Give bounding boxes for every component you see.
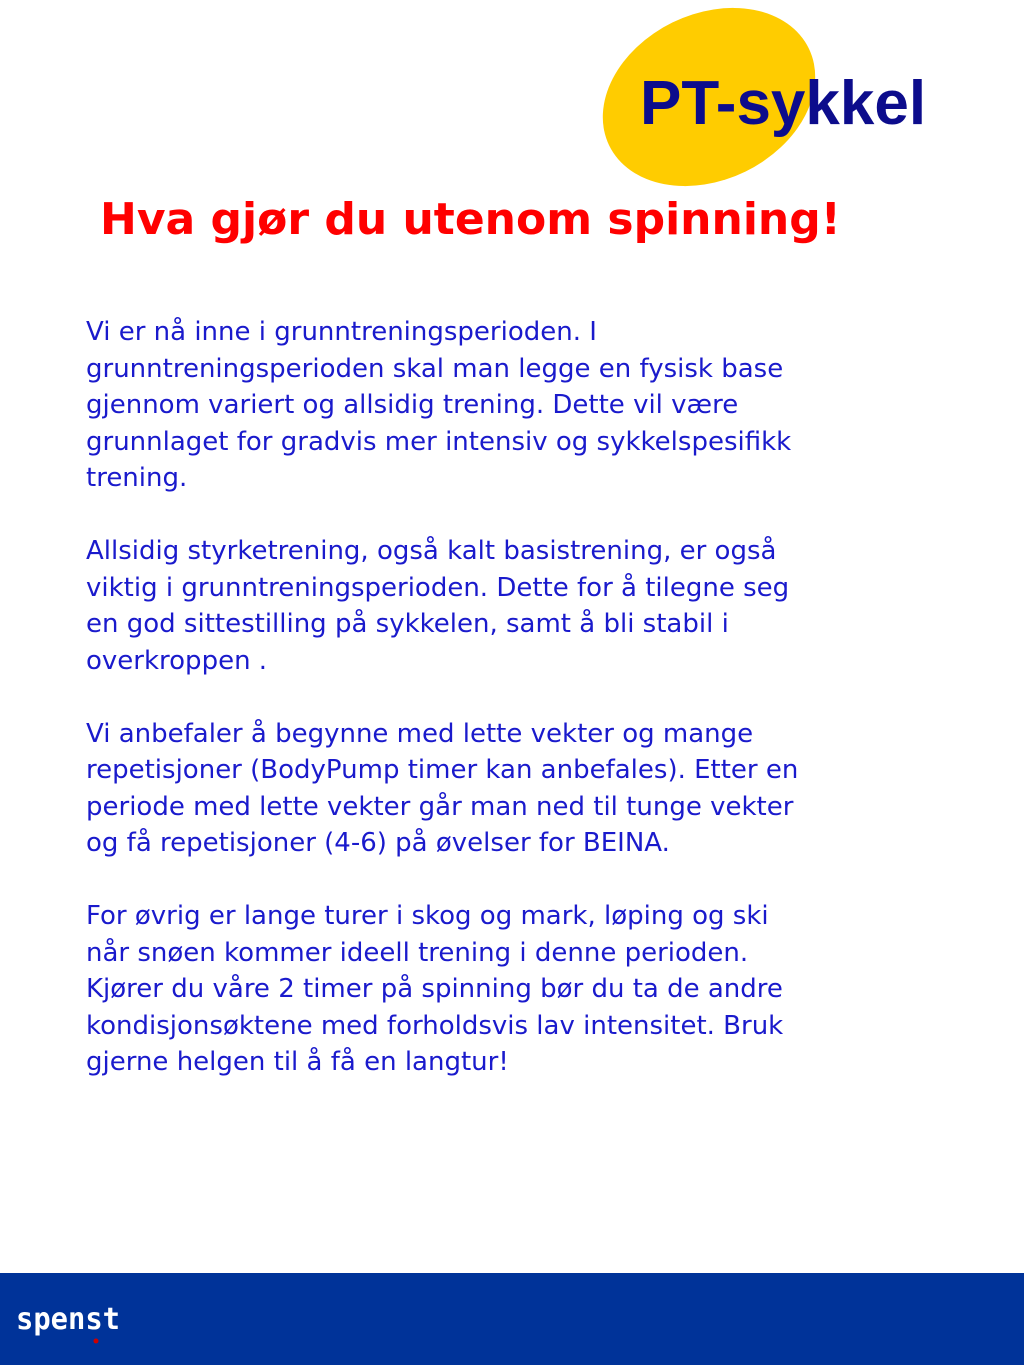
paragraph: Vi er nå inne i grunntreningsperioden. I grunntreningsperioden skal man legge en fysisk base gjennom variert og allsidig trening. Dette vil være grunnlaget for gradvis mer intensiv og sykkelspesifikk trening.: [86, 317, 792, 493]
brand-title: PT-sykkel: [640, 69, 927, 138]
page-heading: Hva gjør du utenom spinning!: [100, 194, 841, 245]
spenst-logo-text: spenst: [16, 1302, 120, 1337]
body-text: [86, 314, 946, 1117]
paragraph: Allsidig styrketrening, også kalt basistrening, er også viktig i grunntreningsperioden. Dette for å tilegne seg en god sittestilling på sykkelen, samt å bli stabil i overkroppen .: [86, 536, 790, 676]
paragraph: For øvrig er lange turer i skog og mark, løping og ski når snøen kommer ideell trening i denne perioden. Kjører du våre 2 timer på spinning bør du ta de andre kondisjonsøktene med forholdsvis lav intensitet. Bruk gjerne helgen til å få en langtur!: [86, 901, 784, 1077]
footer-bar: [0, 1273, 1024, 1365]
spenst-logo: [14, 1289, 124, 1349]
paragraph: Vi anbefaler å begynne med lette vekter og mange repetisjoner (BodyPump timer kan anbefales). Etter en periode med lette vekter går man ned til tunge vekter og få repetisjoner (4-6) på øvelser for BEINA.: [86, 718, 799, 858]
logo-dot-icon: [94, 1339, 99, 1344]
